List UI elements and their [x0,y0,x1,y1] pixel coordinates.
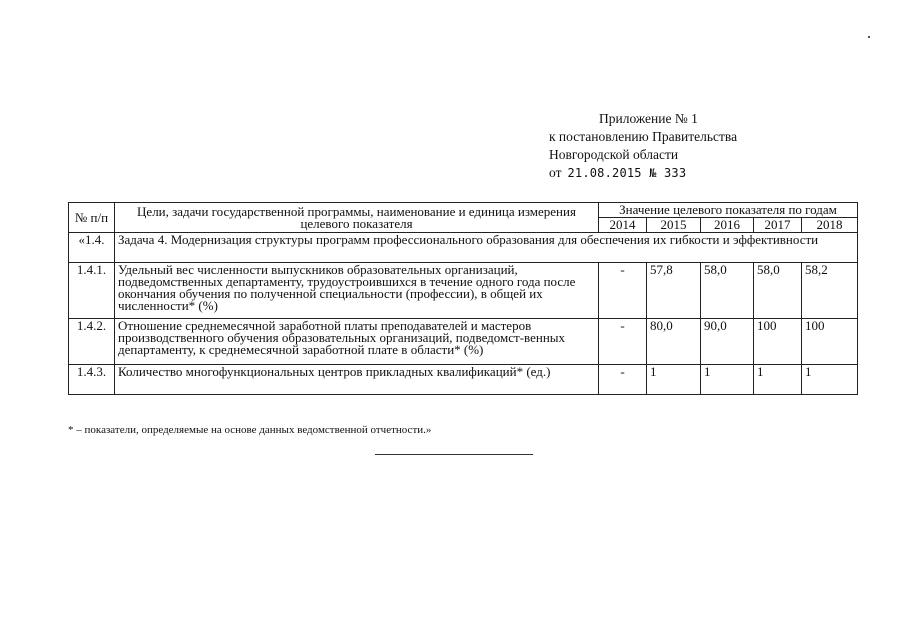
year-2018: 2018 [802,218,858,233]
row-text: Количество многофункциональных центров прикладных квалификаций* (ед.) [115,365,599,395]
year-2017: 2017 [754,218,802,233]
appendix-date-line [549,164,737,182]
row-num: 1.4.3. [69,365,115,395]
appendix-title: Приложение № 1 [599,111,698,126]
row-num: 1.4.1. [69,263,115,319]
task-num: «1.4. [69,233,115,263]
value-2018: 1 [802,365,858,395]
value-2014: - [599,319,647,365]
value-2016: 58,0 [701,263,754,319]
row-text: Удельный вес численности выпускников образовательных организаций, подведомственных департаменту, трудоустроившихся в течение одного года после окончания обучения по полученной специальности (профессии), в общей их численности* (%) [115,263,599,319]
value-2018: 100 [802,319,858,365]
value-2016: 1 [701,365,754,395]
end-divider [375,454,533,455]
value-2015: 57,8 [647,263,701,319]
appendix-line-1: к постановлению Правительства [549,129,738,144]
table-header-row [69,203,858,218]
value-2017: 58,0 [754,263,802,319]
value-2018: 58,2 [802,263,858,319]
table-row [69,263,858,319]
task-text: Задача 4. Модернизация структуры программ профессионального образования для обеспечения их гибкости и эффективности [115,233,858,263]
date-prefix: от [549,165,562,180]
year-2016: 2016 [701,218,754,233]
value-2016: 90,0 [701,319,754,365]
table-row [69,319,858,365]
value-2014: - [599,263,647,319]
year-2014: 2014 [599,218,647,233]
scan-dot [868,36,870,38]
indicators-table [68,202,858,395]
appendix-header [549,110,737,182]
row-text: Отношение среднемесячной заработной платы преподавателей и мастеров производственного обучения образовательных организаций, подведомст-венных департаменту, к среднемесячной заработной плате в области* (%) [115,319,599,365]
value-2014: - [599,365,647,395]
value-2015: 1 [647,365,701,395]
col-values-header: Значение целевого показателя по годам [599,203,858,218]
value-2015: 80,0 [647,319,701,365]
col-goals-header: Цели, задачи государственной программы, наименование и единица измерения целевого показателя [115,203,599,233]
col-num-header: № п/п [69,203,115,233]
appendix-line-2: Новгородской области [549,147,679,162]
value-2017: 100 [754,319,802,365]
value-2017: 1 [754,365,802,395]
year-2015: 2015 [647,218,701,233]
row-num: 1.4.2. [69,319,115,365]
date-stamp: 21.08.2015 № 333 [567,166,687,180]
table-row [69,365,858,395]
task-row [69,233,858,263]
footnote: * – показатели, определяемые на основе данных ведомственной отчетности.» [68,424,432,436]
